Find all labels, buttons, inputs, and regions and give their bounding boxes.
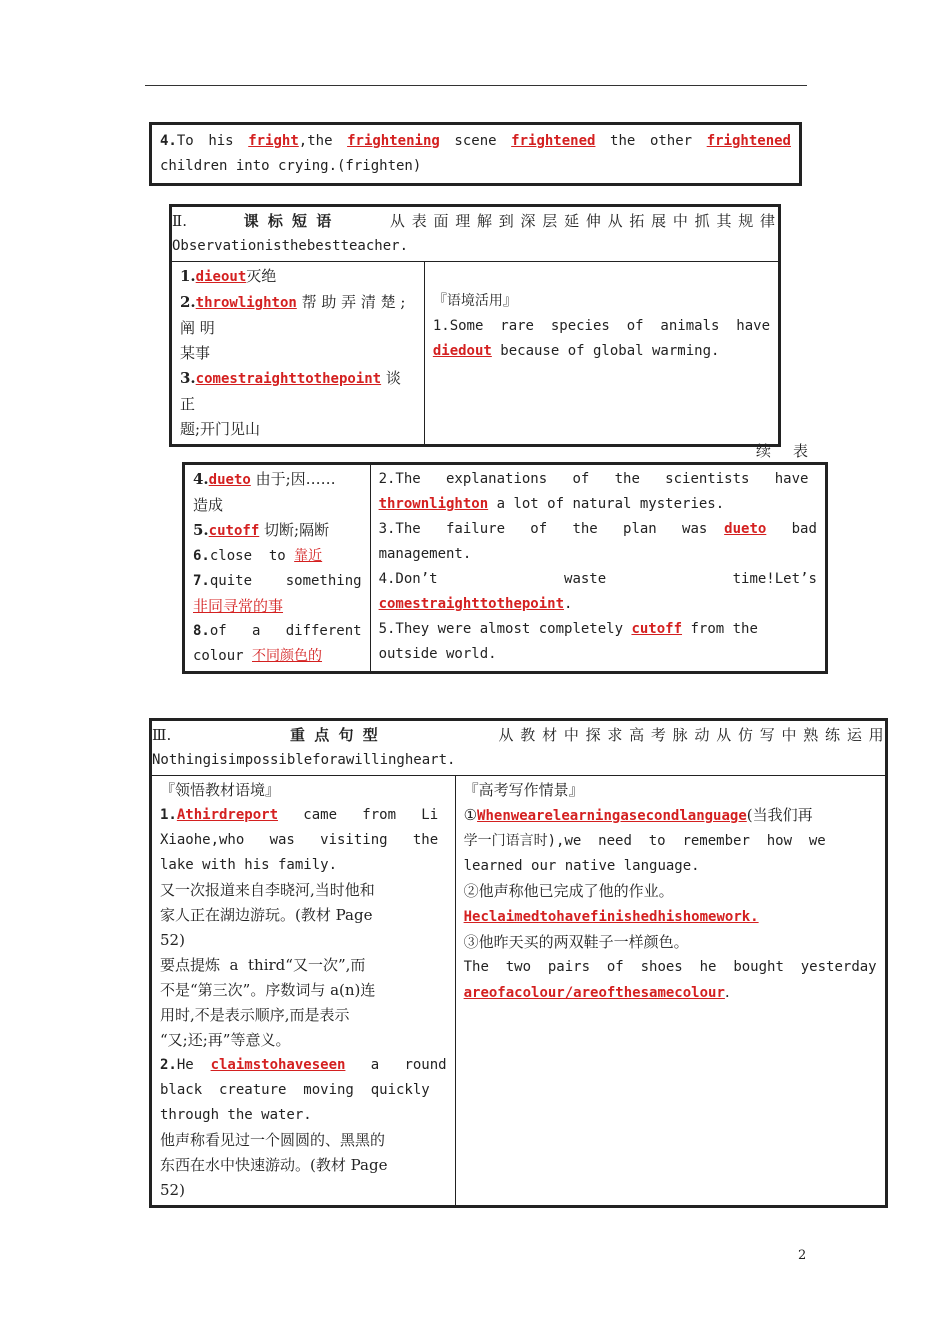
phrase-item: 6.close to 靠近: [193, 548, 323, 564]
section2-subtitle: 从 表 面 理 解 到 深 层 延 伸 从 拓 展 中 抓 其 规 律: [389, 212, 776, 230]
right-header: 『高考写作情景』: [463, 781, 584, 799]
page-number: 2: [798, 1248, 807, 1263]
context-sentence: 1.Some rare species of animals have: [432, 318, 770, 334]
phrase-item: 2.throwlighton 帮 助 弄 清 楚 ; 阐 明: [180, 293, 406, 337]
table-sentence-patterns: Ⅲ. 重 点 句 型 从 教 材 中 探 求 高 考 脉 动 从 仿 写 中 熟 练 运 用 Nothingisimpossibleforawillingheart. 『领悟教材语境』 1.Athirdreport came from Li Xiaohe,who was visiting the lake with his family. 又一次报道来自李晓河,当时他和 家人正在湖边游玩。(教材 Page 52) 要点提炼 a third“又一次”,而 不是“第三次”。序数词与 a(n)连 用时,不是表示顺序,而是表示 “又;还;再”等意义。 2.He claimstohaveseen a round black creature moving quickly through the water. 他声称看见过一个圆圆的、黑黑的 东西在水中快速游动。(教材 Page 52) 『高考写作情景』 ①Whenwearelearningasecondlanguage(当我们再 学一门语言时),we need to remember how we learned our native language. ②他声称他已完成了他的作业。 Heclaimedtohavefinishedhishomework. ③他昨天买的两双鞋子一样颜色。 The two pairs of shoes he bought yesterday areofacolour/areofthesamecolour.: [149, 718, 888, 1208]
phrase-item: 7.quite something: [193, 573, 362, 589]
phrase-item: 8.of a different: [193, 623, 362, 639]
section3-heading: [152, 723, 885, 748]
section2-title: 课 标 短 语: [243, 212, 334, 230]
left-header: 『领悟教材语境』: [160, 781, 281, 799]
section2-roman: Ⅱ.: [172, 212, 187, 230]
frighten-line-2: children into crying.(frighten): [160, 158, 422, 174]
section2-heading: [172, 209, 778, 234]
phrase-item: 1.dieout灭绝: [180, 267, 277, 285]
continued-label: 续 表: [756, 442, 808, 460]
table-phrases: Ⅱ. 课 标 短 语 从 表 面 理 解 到 深 层 延 伸 从 拓 展 中 抓 其 规 律 Observationisthebestteacher. 1.dieout灭绝 2.throwlighton 帮 助 弄 清 楚 ; 阐 明 某事 3.comestraighttothepoint 谈 正 题;开门见山 『语境活用』 1.Some rare species of animals have diedout because of global warming.: [169, 204, 781, 447]
table-phrases-continued: 4.dueto 由于;因…… 造成 5.cutoff 切断;隔断 6.close to 靠近 7.quite something 非同寻常的事 8.of a different colour 不同颜色的 2.The explanations of the scientists have thrownlighton a lot of natural mysteries. 3.The failure of the plan was dueto bad management. 4.Don’t waste time!Let’s comestraighttothepoint. 5.They were almost completely cutoff from the outside world.: [182, 462, 828, 674]
phrase-item: 3.comestraighttothepoint 谈 正: [180, 369, 401, 413]
context-header: 『语境活用』: [432, 293, 517, 309]
section2-motto: Observationisthebestteacher.: [172, 238, 409, 254]
table-frighten: [149, 122, 802, 186]
section3-motto: Nothingisimpossibleforawillingheart.: [152, 752, 456, 768]
phrase-item: 5.cutoff 切断;隔断: [193, 521, 330, 539]
phrase-item: 4.dueto 由于;因……: [193, 470, 336, 488]
header-rule: [145, 85, 807, 86]
frighten-line-1: 4.To his fright,the frightening scene frightened the other frightened: [160, 133, 791, 149]
section3-roman: Ⅲ.: [152, 726, 172, 744]
section3-title: 重 点 句 型: [290, 726, 380, 744]
section3-subtitle: 从 教 材 中 探 求 高 考 脉 动 从 仿 写 中 熟 练 运 用: [498, 726, 885, 744]
